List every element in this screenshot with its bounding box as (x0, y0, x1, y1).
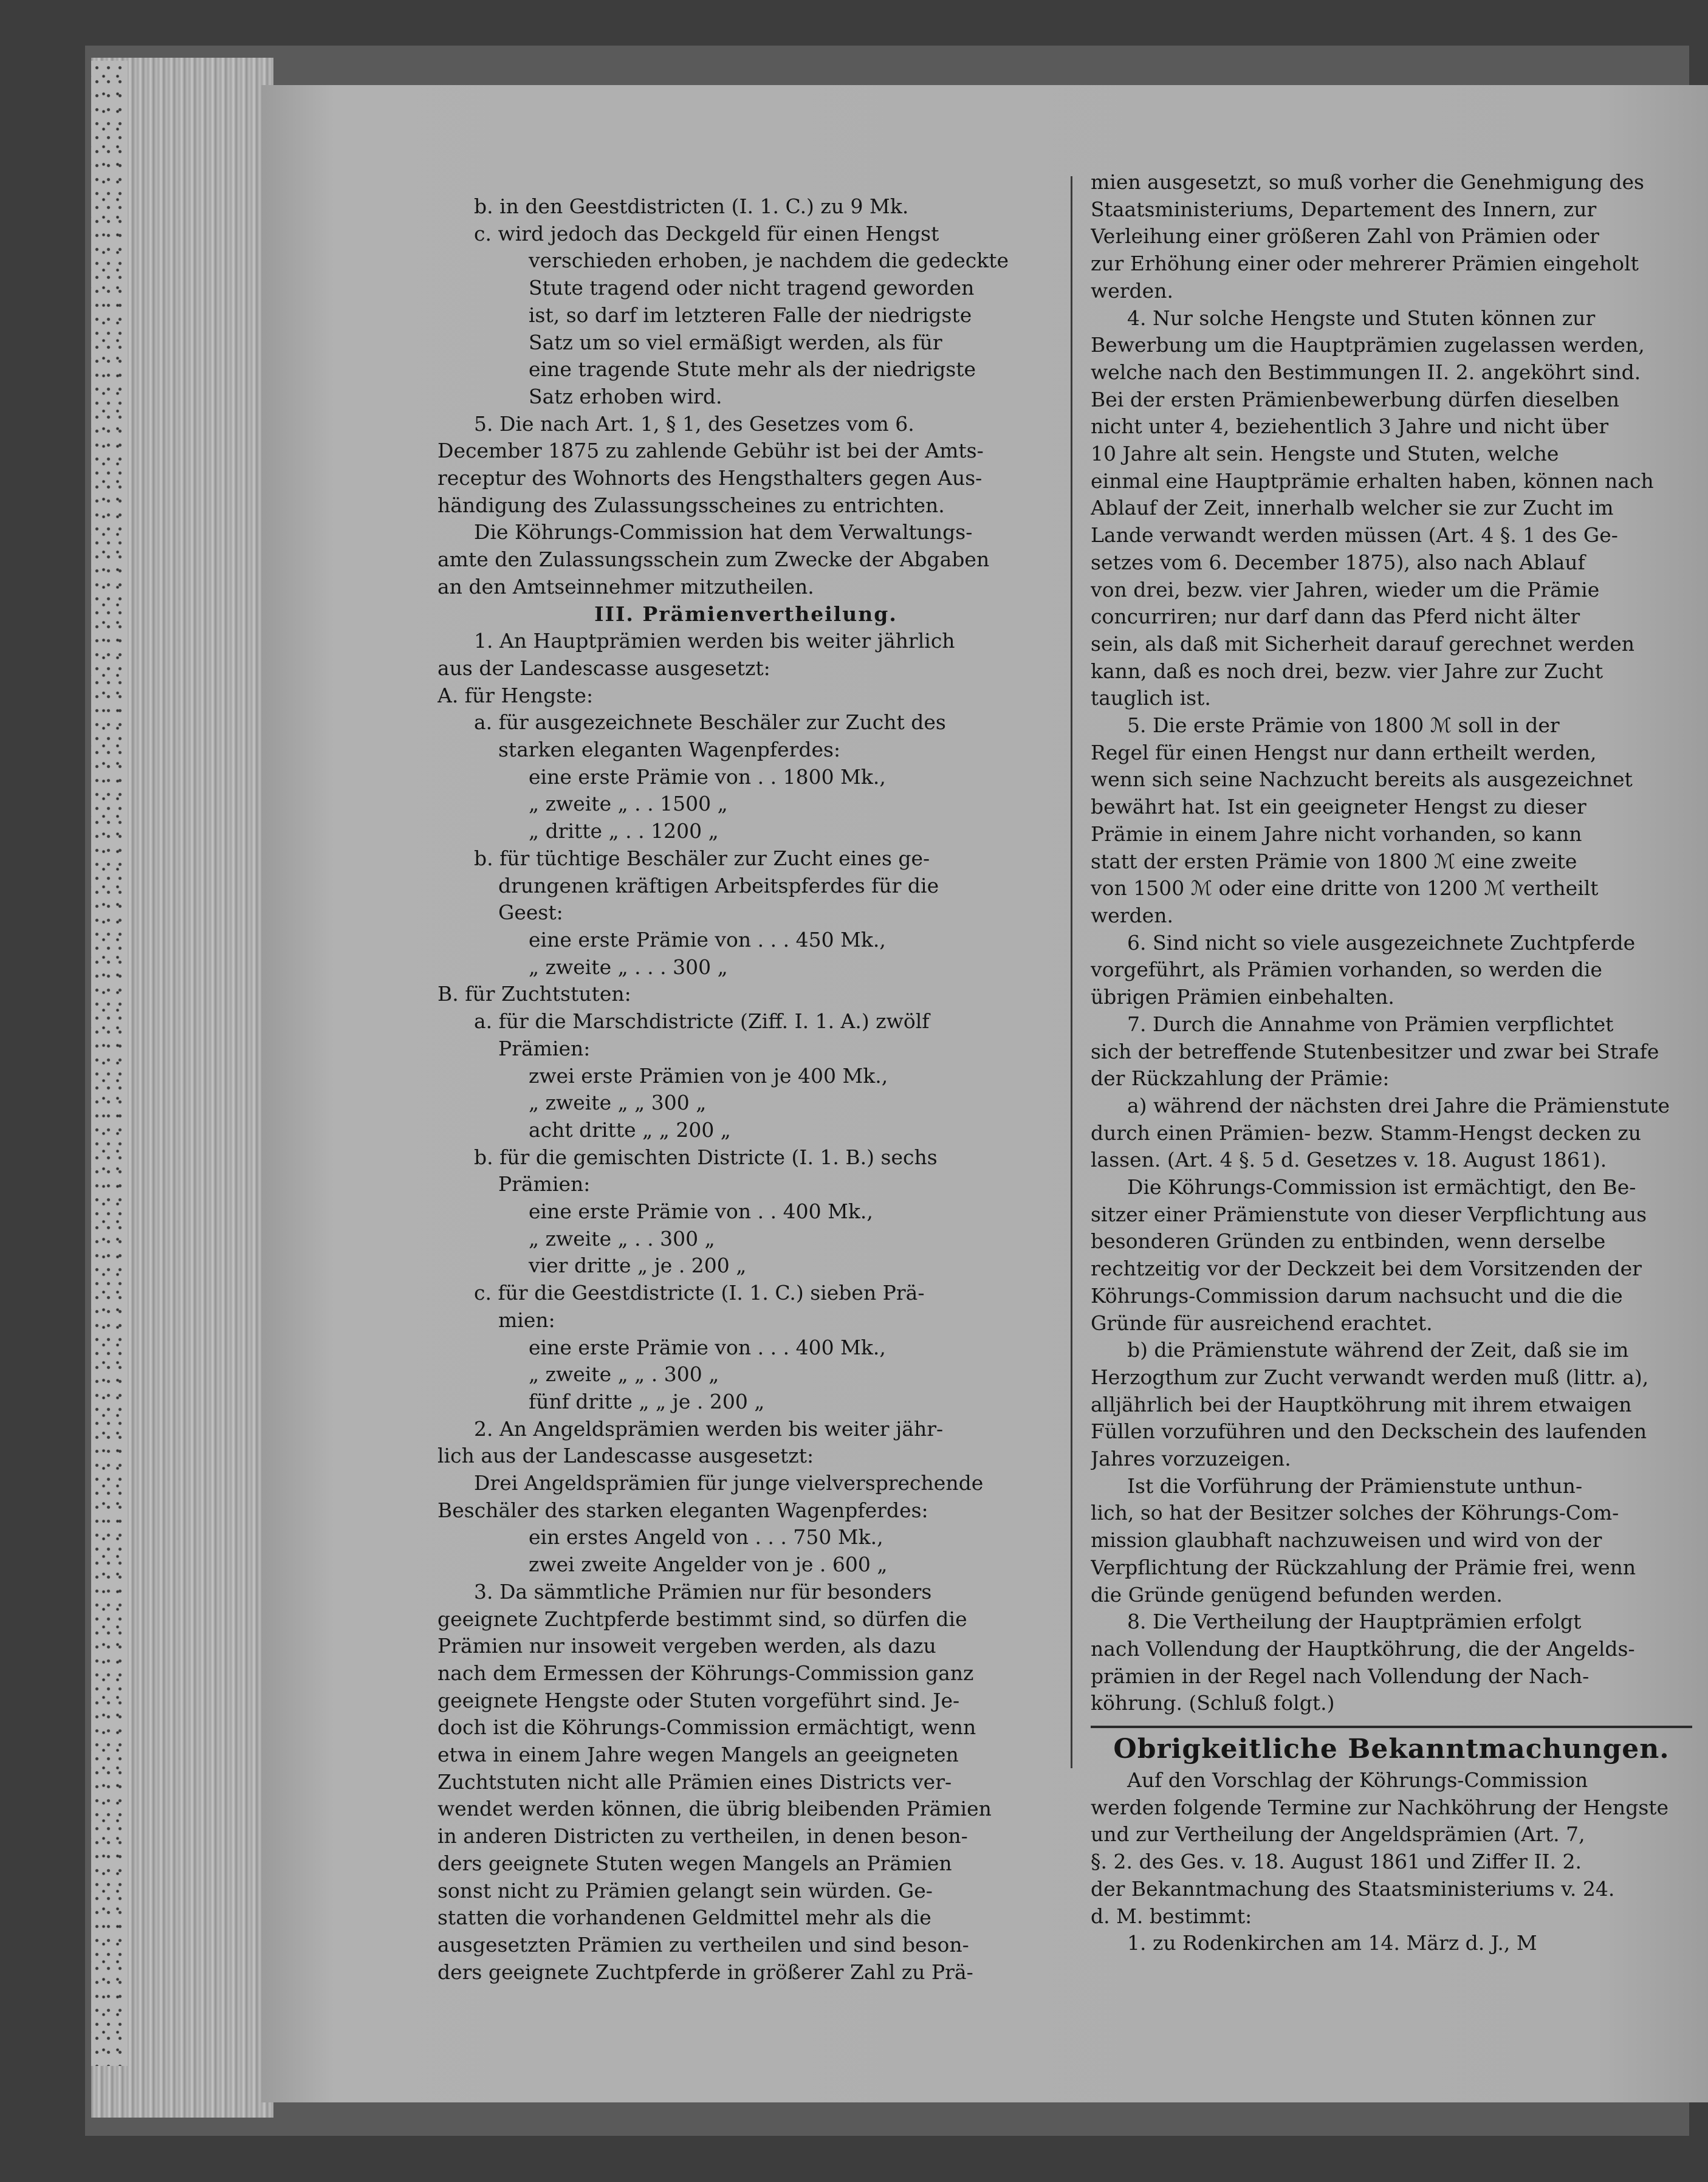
text-line: ders geeignete Zuchtpferde in größerer Zahl zu Prä- (437, 1960, 973, 1984)
text-line: lich, so hat der Besitzer solches der Köhrungs-Com- (1091, 1501, 1619, 1525)
text-line: Auf den Vorschlag der Köhrungs-Commission (1127, 1768, 1588, 1793)
text-line: mission glaubhaft nachzuweisen und wird von der (1091, 1528, 1602, 1552)
text-line: Ablauf der Zeit, innerhalb welcher sie zur Zucht im (1091, 496, 1614, 520)
text-line: concurriren; nur darf dann das Pferd nicht älter (1091, 605, 1580, 629)
text-line: welche nach den Bestimmungen II. 2. angeköhrt sind. (1091, 360, 1641, 384)
speckled-edge (91, 61, 128, 2066)
text-line: ausgesetzten Prämien zu vertheilen und sind beson- (437, 1933, 969, 1957)
text-line: eine erste Prämie von . . . 400 Mk., (529, 1335, 886, 1359)
text-line: einmal eine Hauptprämie erhalten haben, können nach (1091, 468, 1654, 493)
text-line: übrigen Prämien einbehalten. (1091, 985, 1394, 1009)
text-line: lassen. (Art. 4 §. 5 d. Gesetzes v. 18. August 1861). (1091, 1148, 1607, 1172)
text-line: der Bekanntmachung des Staatsministeriums v. 24. (1091, 1876, 1615, 1901)
text-line: verschieden erhoben, je nachdem die gedeckte (529, 249, 1009, 273)
text-line: ein erstes Angeld von . . . 750 Mk., (529, 1525, 883, 1549)
text-line: a. für ausgezeichnete Beschäler zur Zucht des (474, 710, 946, 735)
text-line: 7. Durch die Annahme von Prämien verpflichtet (1127, 1012, 1614, 1036)
text-line: 4. Nur solche Hengste und Stuten können zur (1127, 306, 1596, 330)
text-line: b. für die gemischten Districte (I. 1. B.) sechs (474, 1145, 938, 1169)
text-line: „ zweite „ . . 1500 „ (529, 792, 728, 816)
text-line: Prämien: (498, 1036, 591, 1060)
text-line: A. für Hengste: (437, 683, 594, 707)
text-line: doch ist die Köhrungs-Commission ermächtigt, wenn (437, 1715, 976, 1740)
text-line: Staatsministeriums, Departement des Innern, zur (1091, 197, 1597, 221)
text-line: nach Vollendung der Hauptköhrung, die der Angelds- (1091, 1636, 1635, 1661)
text-line: Jahres vorzuzeigen. (1091, 1447, 1291, 1471)
text-line: a) während der nächsten drei Jahre die Prämienstute (1127, 1093, 1670, 1117)
text-line: sonst nicht zu Prämien gelangt sein würden. Ge- (437, 1878, 933, 1902)
text-line: alljährlich bei der Hauptköhrung mit ihrem etwaigen (1091, 1392, 1632, 1416)
text-line: Füllen vorzuführen und den Deckschein des laufenden (1091, 1419, 1647, 1444)
text-line: bewährt hat. Ist ein geeigneter Hengst zu dieser (1091, 795, 1586, 819)
text-line: an den Amtseinnehmer mitzutheilen. (437, 574, 814, 599)
text-line: fünf dritte „ „ je . 200 „ (529, 1389, 765, 1413)
text-line: geeignete Zuchtpferde bestimmt sind, so dürfen die (437, 1607, 967, 1631)
text-line: sein, als daß mit Sicherheit darauf gerechnet werden (1091, 631, 1635, 656)
text-line: aus der Landescasse ausgesetzt: (437, 656, 770, 680)
text-line: Satz erhoben wird. (529, 384, 722, 408)
text-line: wendet werden können, die übrig bleibenden Prämien (437, 1797, 992, 1821)
text-line: III. Prämienvertheilung. (594, 602, 897, 626)
text-line: vorgeführt, als Prämien vorhanden, so werden die (1091, 958, 1602, 982)
notice-text (1091, 1767, 1692, 1957)
text-line: 1. zu Rodenkirchen am 14. März d. J., M (1127, 1931, 1537, 1955)
text-line: Bewerbung um die Hauptprämien zugelassen werden, (1091, 333, 1645, 357)
text-line: Geest: (498, 901, 563, 925)
text-line: starken eleganten Wagenpferdes: (498, 738, 841, 762)
text-line: zwei zweite Angelder von je . 600 „ (529, 1552, 888, 1577)
text-line: c. für die Geestdistricte (I. 1. C.) sieben Prä- (474, 1281, 925, 1305)
text-line: statt der ersten Prämie von 1800 ℳ eine zweite (1091, 849, 1577, 873)
text-line: lich aus der Landescasse ausgesetzt: (437, 1444, 814, 1468)
text-line: werden. (1091, 903, 1173, 927)
text-line: Prämien: (498, 1172, 591, 1196)
text-line: „ zweite „ „ . 300 „ (529, 1362, 719, 1387)
text-line: in anderen Districten zu vertheilen, in denen beson- (437, 1824, 968, 1848)
text-line: „ dritte „ . . 1200 „ (529, 819, 719, 843)
text-line: Prämie in einem Jahre nicht vorhanden, so kann (1091, 822, 1582, 846)
text-line: 1. An Hauptprämien werden bis weiter jährlich (474, 629, 955, 653)
text-line: Köhrungs-Commission darum nachsucht und die die (1091, 1283, 1623, 1308)
text-line: Stute tragend oder nicht tragend geworden (529, 276, 975, 300)
text-line: rechtzeitig vor der Deckzeit bei dem Vorsitzenden der (1091, 1257, 1642, 1281)
left-column (437, 193, 1054, 1986)
text-line: 8. Die Vertheilung der Hauptprämien erfolgt (1127, 1610, 1582, 1634)
text-line: Herzogthum zur Zucht verwandt werden muß (littr. a), (1091, 1365, 1649, 1389)
text-line: prämien in der Regel nach Vollendung der Nach- (1091, 1664, 1590, 1688)
text-line: B. für Zuchtstuten: (437, 982, 631, 1006)
text-line: nicht unter 4, beziehentlich 3 Jahre und nicht über (1091, 414, 1609, 439)
text-line: b) die Prämienstute während der Zeit, daß sie im (1127, 1338, 1629, 1362)
text-line: eine erste Prämie von . . 400 Mk., (529, 1199, 873, 1224)
text-line: Satz um so viel ermäßigt werden, als für (529, 330, 942, 354)
text-line: sich der betreffende Stutenbesitzer und zwar bei Strafe (1091, 1039, 1659, 1063)
text-line: geeignete Hengste oder Stuten vorgeführt sind. Je- (437, 1688, 960, 1712)
text-line: §. 2. des Ges. v. 18. August 1861 und Ziffer II. 2. (1091, 1850, 1582, 1874)
text-line: b. für tüchtige Beschäler zur Zucht eines ge- (474, 846, 930, 870)
text-line: durch einen Prämien- bezw. Stamm-Hengst decken zu (1091, 1120, 1641, 1145)
text-line: Zuchtstuten nicht alle Prämien eines Districts ver- (437, 1769, 952, 1794)
text-line: etwa in einem Jahre wegen Mangels an geeigneten (437, 1743, 959, 1767)
right-column-text (1091, 169, 1692, 1717)
text-line: nach dem Ermessen der Köhrungs-Commission ganz (437, 1661, 974, 1685)
text-line: d. M. bestimmt: (1091, 1904, 1252, 1928)
column-divider (1071, 176, 1072, 1768)
text-line: besonderen Gründen zu entbinden, wenn derselbe (1091, 1229, 1606, 1254)
text-line: drungenen kräftigen Arbeitspferdes für die (498, 873, 939, 897)
text-line: Drei Angeldsprämien für junge vielversprechende (474, 1471, 984, 1495)
text-line: a. für die Marschdistricte (Ziff. I. 1. A.) zwölf (474, 1009, 930, 1034)
text-line: wenn sich seine Nachzucht bereits als ausgezeichnet (1091, 767, 1633, 792)
text-line: 5. Die erste Prämie von 1800 ℳ soll in der (1127, 713, 1560, 738)
text-line: Prämien nur insoweit vergeben werden, als dazu (437, 1634, 936, 1658)
text-line: Bei der ersten Prämienbewerbung dürfen dieselben (1091, 387, 1620, 411)
text-line: zwei erste Prämien von je 400 Mk., (529, 1063, 888, 1088)
text-line: sitzer einer Prämienstute von dieser Verpflichtung aus (1091, 1202, 1647, 1226)
text-line: Beschäler des starken eleganten Wagenpferdes: (437, 1498, 928, 1522)
text-line: statten die vorhandenen Geldmittel mehr als die (437, 1906, 931, 1930)
text-line: die Gründe genügend befunden werden. (1091, 1582, 1503, 1607)
text-line: mien ausgesetzt, so muß vorher die Genehmigung des (1091, 170, 1644, 194)
text-line: eine tragende Stute mehr als der niedrigste (529, 357, 976, 382)
text-line: Regel für einen Hengst nur dann ertheilt werden, (1091, 740, 1597, 764)
right-column (1091, 169, 1692, 1957)
text-line: 10 Jahre alt sein. Hengste und Stuten, welche (1091, 442, 1559, 466)
text-line: „ zweite „ „ 300 „ (529, 1091, 707, 1115)
text-line: Verleihung einer größeren Zahl von Prämien oder (1091, 224, 1599, 249)
text-line: Gründe für ausreichend erachtet. (1091, 1311, 1433, 1335)
text-line: amte den Zulassungsschein zum Zwecke der Abgaben (437, 547, 990, 572)
text-line: c. wird jedoch das Deckgeld für einen Hengst (474, 221, 939, 245)
text-line: von 1500 ℳ oder eine dritte von 1200 ℳ vertheilt (1091, 876, 1599, 901)
text-line: Die Köhrungs-Commission hat dem Verwaltungs- (474, 520, 973, 544)
text-line: händigung des Zulassungsscheines zu entrichten. (437, 493, 945, 517)
text-line: kann, daß es noch drei, bezw. vier Jahre zur Zucht (1091, 659, 1603, 683)
text-line: Ist die Vorführung der Prämienstute unthun- (1127, 1474, 1583, 1498)
text-line: setzes vom 6. December 1875), also nach Ablauf (1091, 550, 1585, 574)
text-line: und zur Vertheilung der Angeldsprämien (Art. 7, (1091, 1822, 1585, 1847)
text-line: receptur des Wohnorts des Hengsthalters gegen Aus- (437, 466, 983, 490)
text-line: Lande verwandt werden müssen (Art. 4 §. 1 des Ge- (1091, 523, 1618, 547)
text-line: werden. (1091, 278, 1173, 303)
text-line: ders geeignete Stuten wegen Mangels an Prämien (437, 1851, 952, 1875)
text-line: eine erste Prämie von . . 1800 Mk., (529, 764, 886, 789)
text-line: Verpflichtung der Rückzahlung der Prämie frei, wenn (1091, 1555, 1636, 1579)
text-line: der Rückzahlung der Prämie: (1091, 1066, 1390, 1091)
text-line: tauglich ist. (1091, 686, 1211, 710)
text-line: „ zweite „ . . 300 „ (529, 1226, 715, 1251)
text-line: mien: (498, 1308, 555, 1332)
text-line: 2. An Angeldsprämien werden bis weiter jähr- (474, 1416, 944, 1441)
text-line: zur Erhöhung einer oder mehrerer Prämien eingeholt (1091, 252, 1639, 276)
notice-title: Obrigkeitliche Bekanntmachungen. (1091, 1726, 1692, 1767)
text-line: 3. Da sämmtliche Prämien nur für besonders (474, 1579, 932, 1604)
text-line: 5. Die nach Art. 1, § 1, des Gesetzes vom 6. (474, 411, 914, 436)
text-line: von drei, bezw. vier Jahren, wieder um die Prämie (1091, 577, 1600, 602)
text-line: December 1875 zu zahlende Gebühr ist bei der Amts- (437, 439, 984, 463)
text-line: b. in den Geestdistricten (I. 1. C.) zu 9 Mk. (474, 194, 909, 218)
text-line: „ zweite „ . . . 300 „ (529, 955, 728, 979)
text-line: ist, so darf im letzteren Falle der niedrigste (529, 303, 972, 327)
text-line: köhrung. (Schluß folgt.) (1091, 1691, 1335, 1715)
text-line: acht dritte „ „ 200 „ (529, 1117, 731, 1142)
text-line: vier dritte „ je . 200 „ (529, 1254, 747, 1278)
text-line: Die Köhrungs-Commission ist ermächtigt, den Be- (1127, 1175, 1636, 1199)
text-line: eine erste Prämie von . . . 450 Mk., (529, 927, 886, 952)
text-line: werden folgende Termine zur Nachköhrung der Hengste (1091, 1795, 1669, 1819)
text-line: 6. Sind nicht so viele ausgezeichnete Zuchtpferde (1127, 930, 1636, 955)
